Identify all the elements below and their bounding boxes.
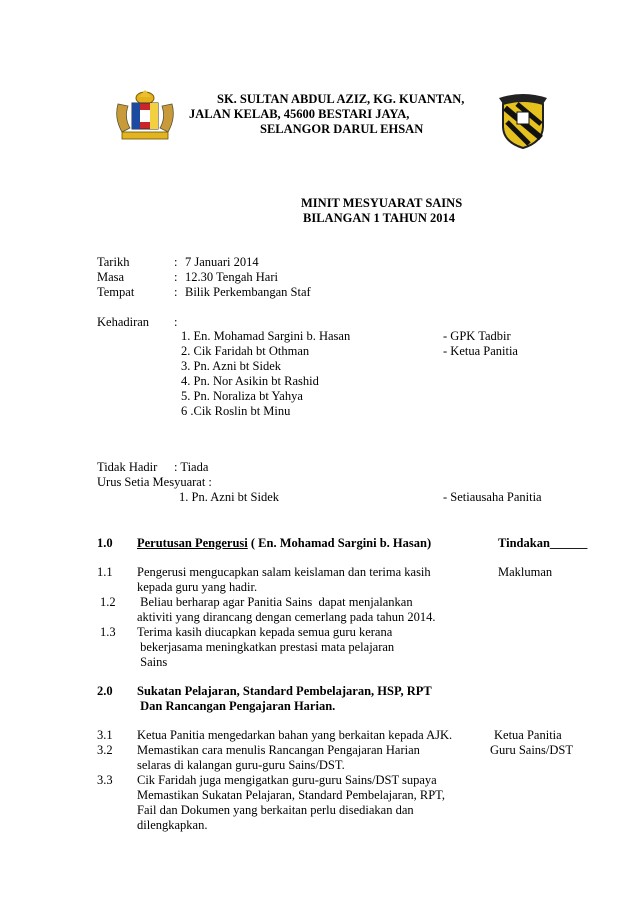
- info-label-date: Tarikh: [97, 255, 130, 269]
- attendee-name: 2. Cik Faridah bt Othman: [181, 344, 310, 358]
- item-action: Guru Sains/DST: [490, 743, 573, 757]
- school-state: SELANGOR DARUL EHSAN: [260, 122, 424, 136]
- section-title: Sukatan Pelajaran, Standard Pembelajaran, HSP, RPT: [137, 684, 432, 698]
- item-number: 3.3: [97, 773, 113, 787]
- coat-of-arms-icon: [112, 88, 178, 144]
- item-number: 1.2: [100, 595, 116, 609]
- info-sep: :: [174, 270, 178, 284]
- info-value-date: 7 Januari 2014: [185, 255, 259, 269]
- item-text: aktiviti yang dirancang dengan cemerlang pada tahun 2014.: [137, 610, 436, 624]
- item-text: Fail dan Dokumen yang berkaitan perlu disediakan dan: [137, 803, 414, 817]
- item-action: Makluman: [498, 565, 553, 579]
- item-text: Sains: [137, 655, 168, 669]
- absent-value: : Tiada: [174, 460, 209, 474]
- attendee-role: - Ketua Panitia: [443, 344, 518, 358]
- item-text: bekerjasama meningkatkan prestasi mata pelajaran: [137, 640, 395, 654]
- absent-label: Tidak Hadir: [97, 460, 158, 474]
- item-text: Terima kasih diucapkan kepada semua guru kerana: [137, 625, 393, 639]
- secretary-label: Urus Setia Mesyuarat :: [97, 475, 212, 489]
- school-address-line: JALAN KELAB, 45600 BESTARI JAYA,: [189, 107, 410, 121]
- item-text: kepada guru yang hadir.: [137, 580, 258, 594]
- info-label-place: Tempat: [97, 285, 135, 299]
- attendee-name: 5. Pn. Noraliza bt Yahya: [181, 389, 303, 403]
- attendance-sep: :: [174, 315, 178, 329]
- item-number: 1.3: [100, 625, 116, 639]
- section-number: 2.0: [97, 684, 113, 698]
- info-value-place: Bilik Perkembangan Staf: [185, 285, 311, 299]
- info-label-time: Masa: [97, 270, 125, 284]
- item-number: 3.1: [97, 728, 113, 742]
- secretary-name: 1. Pn. Azni bt Sidek: [179, 490, 280, 504]
- action-header-label: Tindakan: [498, 536, 550, 550]
- attendee-name: 1. En. Mohamad Sargini b. Hasan: [181, 329, 351, 343]
- secretary-role: - Setiausaha Panitia: [443, 490, 542, 504]
- item-text: Beliau berharap agar Panitia Sains dapat menjalankan: [137, 595, 413, 609]
- action-header: [498, 536, 587, 551]
- school-crest-icon: [493, 90, 553, 150]
- section-title-underlined: Perutusan Pengerusi: [137, 536, 248, 550]
- info-value-time: 12.30 Tengah Hari: [185, 270, 278, 284]
- item-text: Memastikan Sukatan Pelajaran, Standard Pembelajaran, RPT,: [137, 788, 446, 802]
- info-sep: :: [174, 255, 178, 269]
- item-number: 1.1: [97, 565, 113, 579]
- attendee-role: - GPK Tadbir: [443, 329, 511, 343]
- item-text: selaras di kalangan guru-guru Sains/DST.: [137, 758, 345, 772]
- document-title: MINIT MESYUARAT SAINS: [301, 196, 463, 210]
- attendee-name: 3. Pn. Azni bt Sidek: [181, 359, 282, 373]
- document-subtitle: BILANGAN 1 TAHUN 2014: [303, 211, 455, 225]
- section-number: 1.0: [97, 536, 113, 550]
- item-text: Memastikan cara menulis Rancangan Pengajaran Harian: [137, 743, 420, 757]
- item-number: 3.2: [97, 743, 113, 757]
- item-text: dilengkapkan.: [137, 818, 208, 832]
- item-action: Ketua Panitia: [494, 728, 562, 742]
- attendee-name: 4. Pn. Nor Asikin bt Rashid: [181, 374, 319, 388]
- item-text: Cik Faridah juga mengigatkan guru-guru Sains/DST supaya: [137, 773, 437, 787]
- school-name: SK. SULTAN ABDUL AZIZ, KG. KUANTAN,: [217, 92, 465, 106]
- item-text: Pengerusi mengucapkan salam keislaman dan terima kasih: [137, 565, 431, 579]
- section-title-rest: ( En. Mohamad Sargini b. Hasan): [247, 536, 432, 550]
- attendance-label: Kehadiran: [97, 315, 150, 329]
- attendee-name: 6 .Cik Roslin bt Minu: [181, 404, 291, 418]
- section-title: [137, 536, 431, 551]
- section-title: Dan Rancangan Pengajaran Harian.: [137, 699, 336, 713]
- action-header-line: ______: [549, 536, 588, 550]
- info-sep: :: [174, 285, 178, 299]
- item-text: Ketua Panitia mengedarkan bahan yang berkaitan kepada AJK.: [137, 728, 453, 742]
